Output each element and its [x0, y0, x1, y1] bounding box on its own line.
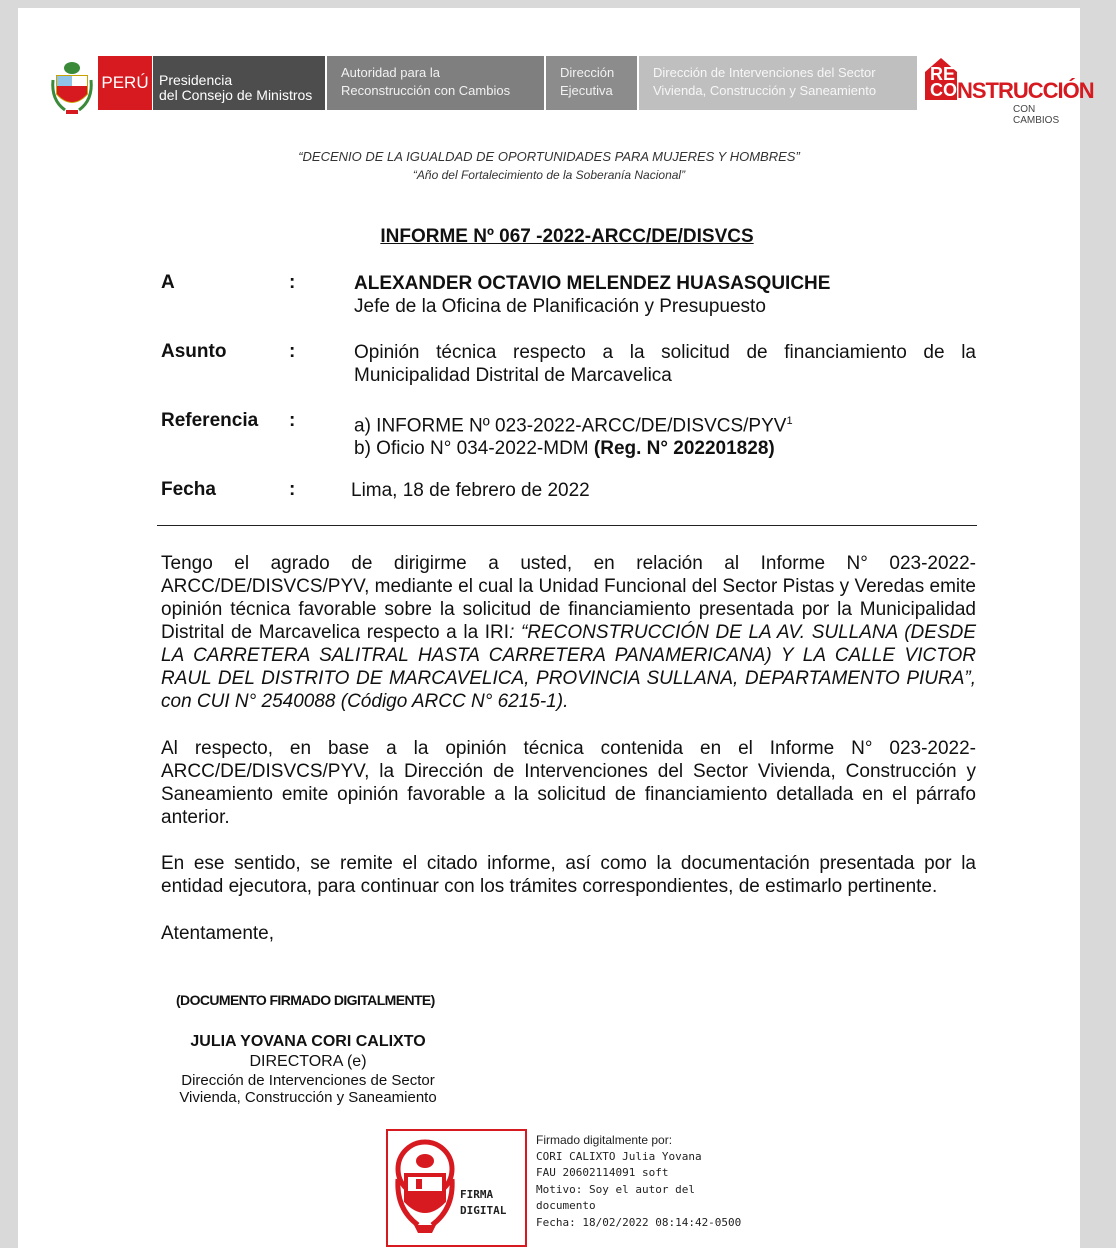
presidencia-line2: del Consejo de Ministros — [159, 87, 313, 103]
autoridad-line2: Reconstrucción con Cambios — [341, 83, 511, 98]
signer-directorate — [168, 1072, 448, 1106]
reconstruccion-logo — [923, 52, 1094, 126]
peru-coat-of-arms-icon — [51, 60, 93, 116]
field-fecha-colon: : — [289, 479, 296, 500]
logo-re: RE — [930, 64, 956, 84]
signature-detail-1: Firmado digitalmente por: — [536, 1133, 673, 1147]
signer-dir-line1: Dirección de Intervenciones de Sector — [181, 1072, 435, 1089]
signature-detail-2: CORI CALIXTO Julia Yovana — [536, 1149, 702, 1163]
field-fecha-value: Lima, 18 de febrero de 2022 — [351, 480, 590, 501]
field-a-label: A — [161, 272, 175, 293]
peru-shield-icon — [392, 1139, 458, 1239]
digital-signature-stamp — [386, 1129, 527, 1247]
field-referencia-value — [354, 410, 976, 460]
recipient-name: ALEXANDER OCTAVIO MELENDEZ HUASASQUICHE — [354, 273, 831, 294]
recipient-role: Jefe de la Oficina de Planificación y Presupuesto — [354, 296, 766, 317]
autoridad-label — [327, 56, 544, 110]
document-title: INFORME Nº 067 -2022-ARCC/DE/DISVCS — [380, 226, 754, 247]
signature-detail-6: Fecha: 18/02/2022 08:14:42-0500 — [536, 1215, 742, 1229]
direccion-line1: Dirección — [560, 65, 615, 80]
firma-digital-label — [460, 1187, 506, 1219]
intervenciones-line2: Vivienda, Construcción y Saneamiento — [653, 83, 877, 98]
letterhead — [18, 8, 1094, 128]
closing: Atentamente, — [161, 923, 275, 944]
field-asunto-label: Asunto — [161, 341, 227, 362]
signature-detail-5: documento — [536, 1199, 596, 1212]
reference-b — [354, 437, 976, 460]
firma-word: FIRMA — [460, 1188, 494, 1201]
reference-a — [354, 410, 976, 437]
intervenciones-line1: Dirección de Intervenciones del Sector — [653, 65, 876, 80]
logo-nstruccion: NSTRUCCIÓN — [957, 78, 1094, 103]
autoridad-line1: Autoridad para la — [341, 65, 441, 80]
field-referencia-label: Referencia — [161, 410, 259, 431]
reference-b-reg: (Reg. N° 202201828) — [593, 438, 775, 460]
logo-re-co — [930, 66, 957, 98]
signature-detail-3: FAU 20602114091 soft — [536, 1166, 669, 1179]
field-referencia-colon: : — [289, 410, 296, 431]
paragraph-1-text: Tengo el agrado de dirigirme a usted, en relación al Informe N° 023-2022-ARCC/DE/DISVCS/PYV, mediante el cual la Unidad Funcional del Sector Pistas y Veredas emite opinión técnica favorable sobre la solicitud de financiamiento presentada por la Municipalidad Distrital de Marcavelica respecto a la IRI — [161, 553, 976, 643]
digital-word: DIGITAL — [460, 1204, 507, 1217]
field-fecha-label: Fecha — [161, 479, 216, 500]
field-a-value — [354, 272, 976, 318]
anio-heading: “Año del Fortalecimiento de la Soberanía Nacional” — [412, 168, 686, 182]
field-asunto-colon: : — [289, 341, 296, 362]
logo-con-cambios: CON CAMBIOS — [1013, 104, 1060, 126]
paragraph-2: Al respecto, en base a la opinión técnica contenida en el Informe N° 023-2022-ARCC/DE/DISVCS/PYV, la Dirección de Intervenciones del Sector Vivienda, Construcción y Saneamiento emite opinión favorable a la solicitud de financiamiento detallada en el párrafo anterior. — [161, 738, 976, 828]
signer-role: DIRECTORA (e) — [249, 1053, 367, 1070]
paragraph-1-project: : “RECONSTRUCCIÓN DE LA AV. SULLANA (DESDE LA CARRETERA SALITRAL HASTA CARRETERA PANAMERICANA) Y LA CALLE VICTOR RAUL DEL DISTRITO DE MARCAVELICA, PROVINCIA SULLANA, DEPARTAMENTO PIURA”, con CUI N° 2540088 (Código ARCC N° 6215-1). — [161, 622, 977, 712]
footnote-marker: 1 — [786, 415, 793, 427]
presidencia-label — [153, 56, 325, 110]
direccion-line2: Ejecutiva — [560, 83, 613, 98]
signature-detail-4: Motivo: Soy el autor del — [536, 1182, 695, 1196]
signer-dir-line2: Vivienda, Construcción y Saneamiento — [179, 1089, 437, 1106]
divider — [157, 525, 977, 526]
field-a-colon: : — [289, 272, 296, 293]
decenio-heading: “DECENIO DE LA IGUALDAD DE OPORTUNIDADES PARA MUJERES Y HOMBRES” — [298, 149, 800, 164]
intervenciones-label — [639, 56, 917, 110]
reference-b-text: b) Oficio N° 034-2022-MDM — [354, 438, 594, 460]
paragraph-3: En ese sentido, se remite el citado informe, así como la documentación presentada por la entidad ejecutora, para continuar con los trámites correspondientes, de estimarlo pertinente. — [161, 853, 976, 897]
logo-co: CO — [930, 80, 957, 100]
paragraph-1 — [161, 552, 976, 713]
signature-details — [536, 1132, 756, 1231]
reference-a-text: a) INFORME Nº 023-2022-ARCC/DE/DISVCS/PYV — [354, 415, 787, 437]
document-page — [18, 8, 1094, 1248]
signer-name: JULIA YOVANA CORI CALIXTO — [190, 1033, 426, 1050]
presidencia-line1: Presidencia — [159, 72, 233, 88]
peru-label: PERÚ — [98, 56, 152, 110]
field-asunto-value: Opinión técnica respecto a la solicitud de financiamiento de la Municipalidad Distrital de Marcavelica — [354, 342, 976, 386]
digital-signature-note: (DOCUMENTO FIRMADO DIGITALMENTE) — [176, 992, 435, 1008]
direccion-ejecutiva-label — [546, 56, 637, 110]
